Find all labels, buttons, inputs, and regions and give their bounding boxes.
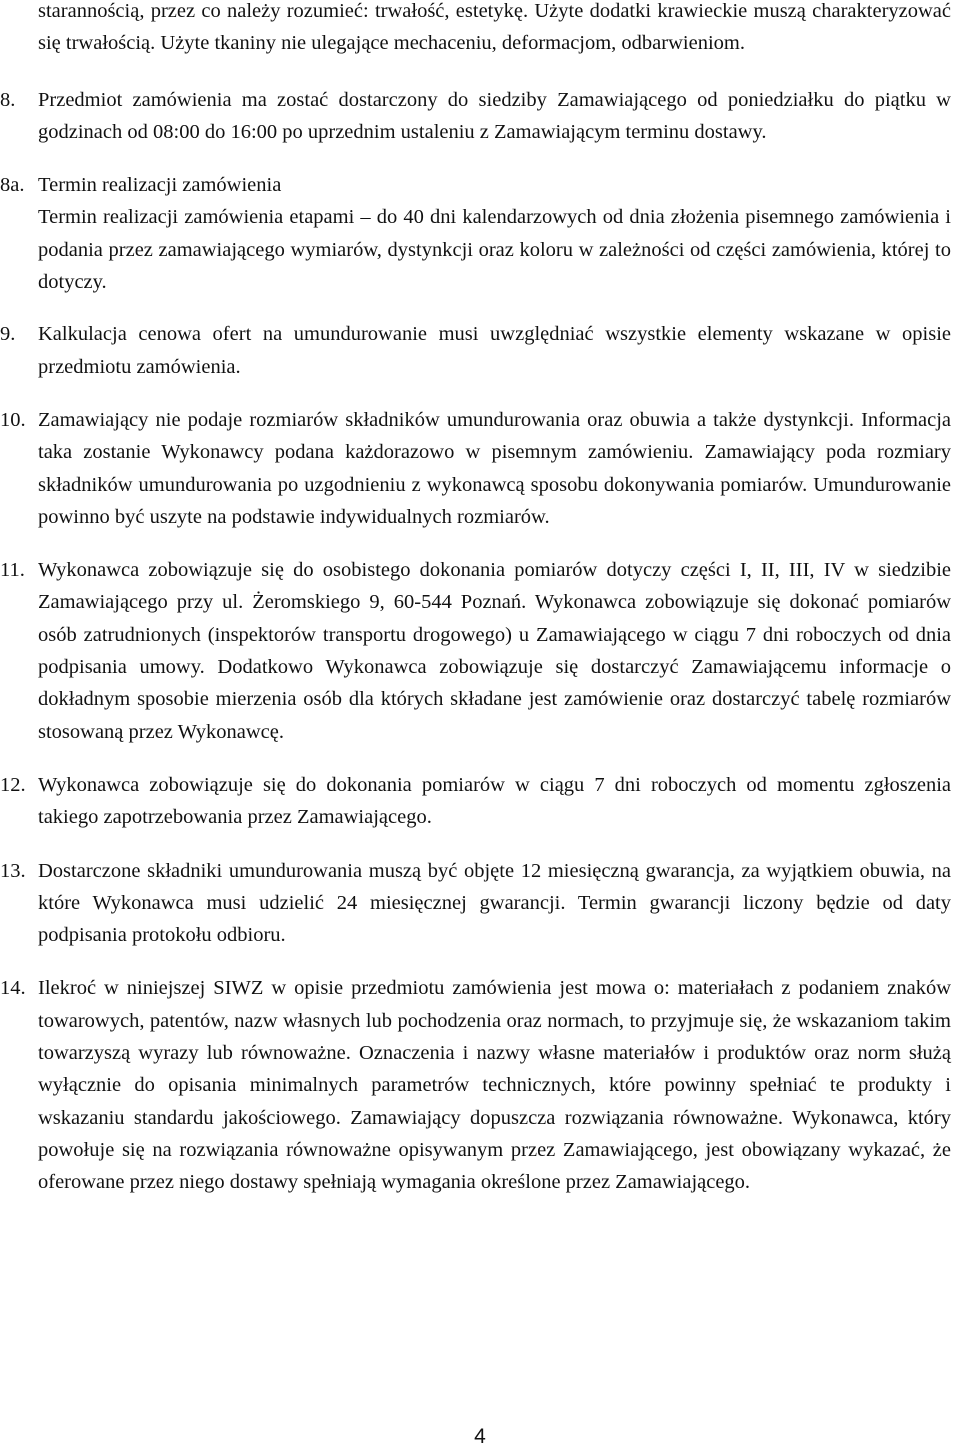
list-item-8 [0,84,951,149]
item-text: Przedmiot zamówienia ma zostać dostarczony do siedziby Zamawiającego od poniedziałku do piątku w godzinach od 08:00 do 16:00 po uprzednim ustaleniu z Zamawiającym terminu dostawy. [38,88,951,143]
item-text: Ilekroć w niniejszej SIWZ w opisie przedmiotu zamówienia jest mowa o: materiałach z podaniem znaków towarowych, patentów, nazw własnych lub pochodzenia oraz normach, to przyjmuje się, że wskazaniom takim towarzyszą wyrazy lub równoważne. Oznaczenia i nazwy własne materiałów i produktów oraz norm służą wyłącznie do opisania minimalnych parametrów technicznych, które powinny spełniać te produkty i wskazaniu standardu jakościowego. Zamawiający dopuszcza rozwiązania równoważne. Wykonawca, który powołuje się na rozwiązania równoważne opisywanym przez Zamawiającego, jest obowiązany wykazać, że oferowane przez niego dostawy spełniają wymagania określone przez Zamawiającego. [38,977,951,1194]
list-item-13 [0,855,951,952]
item-number: 10. [0,408,26,431]
item-text: Wykonawca zobowiązuje się do osobistego dokonania pomiarów dotyczy części I, II, III, IV w siedzibie Zamawiającego przy ul. Żeromskiego 9, 60-544 Poznań. Wykonawca zobowiązuje się dokonać pomiarów osób zatrudnionych (inspektorów transportu drogowego) u Zamawiającego w ciągu 7 dni roboczych od dnia podpisania umowy. Dodatkowo Wykonawca zobowiązuje się dostarczyć Zamawiającemu informacje o dokładnym sposobie mierzenia osób dla których składane jest zamówienie oraz dostarczyć tabelę rozmiarów stosowaną przez Wykonawcę. [38,559,951,743]
item-number: 9. [0,323,16,346]
item-text: Zamawiający nie podaje rozmiarów składników umundurowania oraz obuwia a także dystynkcji. Informacja taka zostanie Wykonawcy podana każdorazowo w pisemnym zamówieniu. Zamawiający poda rozmiary składników umundurowania po uzgodnieniu z wykonawcą sposobu dokonywania pomiarów. Umundurowanie powinno być uszyte na podstawie indywidualnych rozmiarów. [38,408,951,528]
list-item-11 [0,554,951,748]
item-heading: Termin realizacji zamówienia [38,174,282,197]
list-item-10 [0,404,951,533]
item-text: Dostarczone składniki umundurowania muszą być objęte 12 miesięczną gwarancja, za wyjątkiem obuwia, na które Wykonawca musi udzielić 24 miesięcznej gwarancji. Termin gwarancji liczony będzie od daty podpisania protokołu odbioru. [38,859,951,947]
item-text: Termin realizacji zamówienia etapami – do 40 dni kalendarzowych od dnia złożenia pisemnego zamówienia i podania przez zamawiającego wymiarów, dystynkcji oraz koloru w zależności od części zamówienia, której to dotyczy. [38,206,951,294]
list-item-8a [0,169,951,298]
item-text: Kalkulacja cenowa ofert na umundurowanie musi uwzględniać wszystkie elementy wskazane w opisie przedmiotu zamówienia. [38,323,951,378]
intro-paragraph: starannością, przez co należy rozumieć: trwałość, estetykę. Użyte dodatki krawieckie muszą charakteryzować się trwałością. Użyte tkaniny nie ulegające mechaceniu, deformacjom, odbarwieniom. [38,0,951,55]
item-number: 8a. [0,174,25,197]
list-item-12 [0,769,951,834]
item-text: Wykonawca zobowiązuje się do dokonania pomiarów w ciągu 7 dni roboczych od momentu zgłoszenia takiego zapotrzebowania przez Zamawiającego. [38,773,951,829]
list-item-14 [0,972,951,1198]
page-number: 4 [474,1425,486,1448]
item-number: 11. [0,559,25,582]
item-number: 14. [0,977,26,1000]
item-number: 13. [0,859,26,882]
list-item-9 [0,318,951,383]
item-number: 8. [0,88,16,111]
item-number: 12. [0,773,26,796]
